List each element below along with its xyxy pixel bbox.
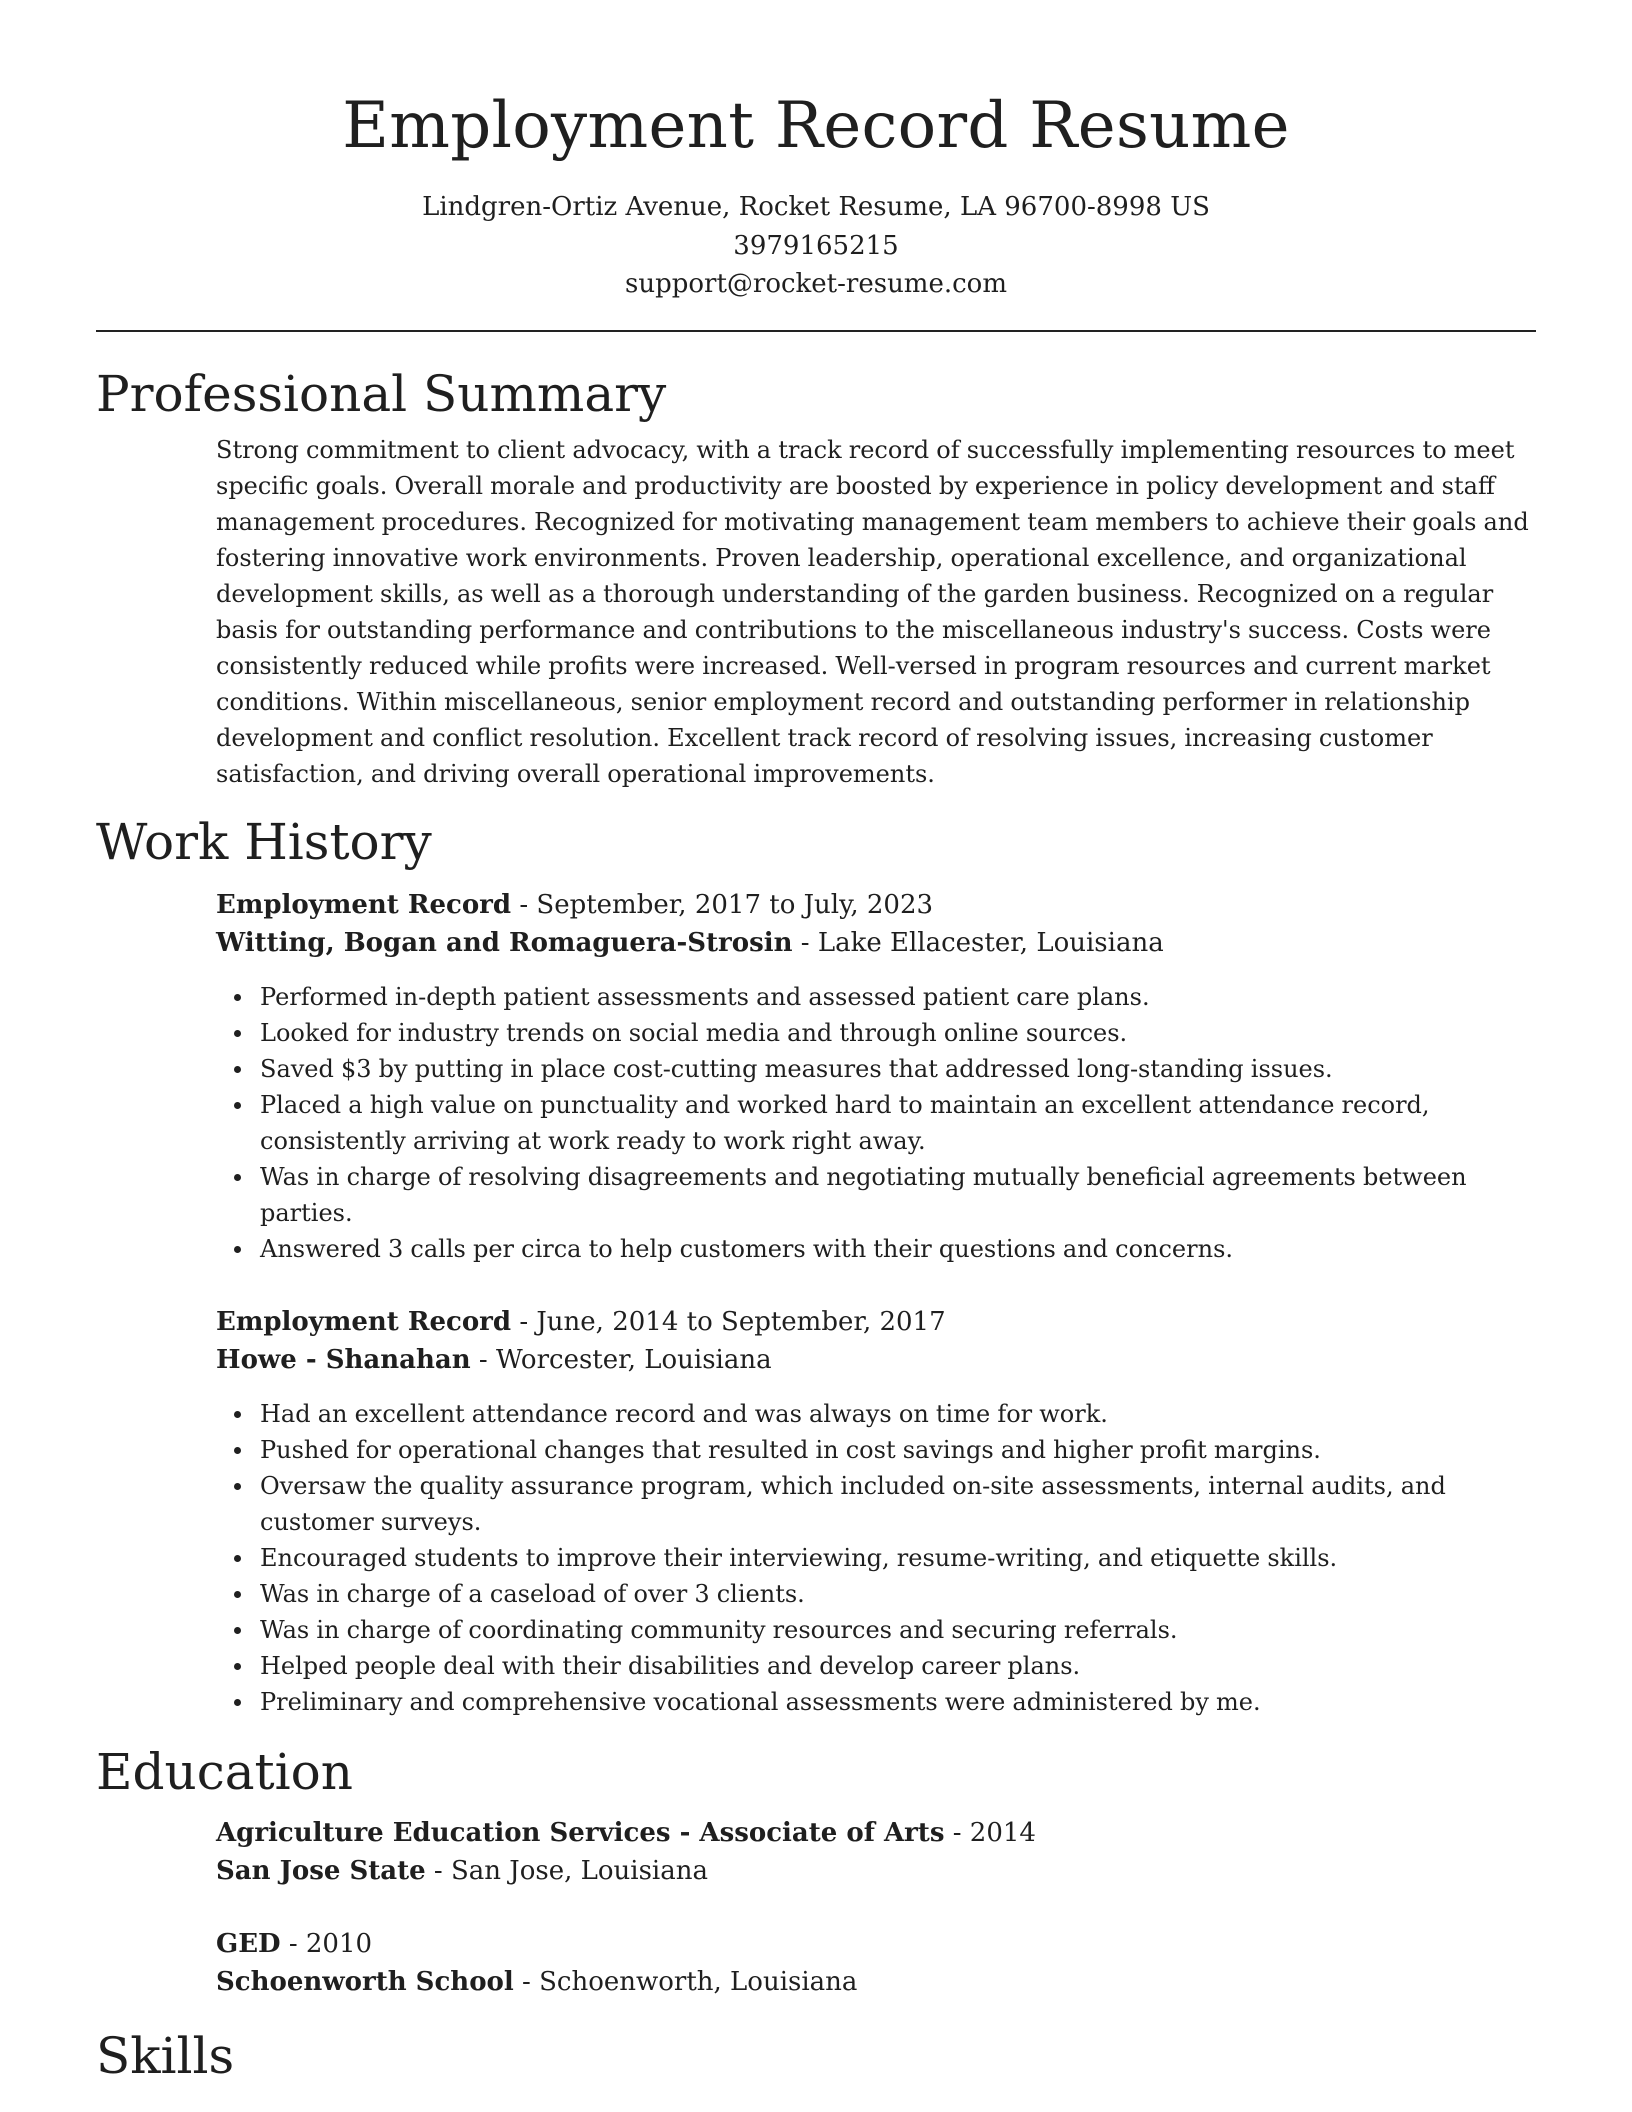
bullet-dot — [234, 1066, 241, 1073]
bullet-dot — [234, 1483, 241, 1490]
bullet-item — [216, 1396, 1536, 1432]
job-title-line — [216, 1303, 1536, 1342]
resume-header — [96, 0, 1536, 304]
bullet-dot — [234, 1591, 241, 1598]
education-school: San Jose State — [216, 1856, 426, 1886]
job-dates: - September, 2017 to July, 2023 — [511, 889, 934, 920]
bullet-item — [216, 1432, 1536, 1468]
bullet-item — [216, 1684, 1536, 1720]
job-company-line — [216, 924, 1536, 963]
job-title: Employment Record — [216, 889, 512, 920]
bullet-item — [216, 1576, 1536, 1612]
bullet-item — [216, 1159, 1536, 1231]
bullet-text: Answered 3 calls per circa to help customers with their questions and concerns. — [260, 1234, 1234, 1263]
bullet-dot — [234, 994, 241, 1001]
bullet-dot — [234, 1411, 241, 1418]
bullet-text: Looked for industry trends on social media and through online sources. — [260, 1018, 1128, 1047]
bullet-text: Was in charge of resolving disagreements and negotiating mutually beneficial agreements between parties. — [260, 1162, 1467, 1227]
bullet-dot — [234, 1555, 241, 1562]
bullet-text: Was in charge of coordinating community resources and securing referrals. — [260, 1615, 1178, 1644]
bullet-text: Had an excellent attendance record and was always on time for work. — [260, 1399, 1108, 1428]
work-history-section — [216, 886, 1536, 1720]
job-title: Employment Record — [216, 1306, 512, 1337]
bullet-item — [216, 979, 1536, 1015]
bullet-dot — [234, 1174, 241, 1181]
education-degree-line — [216, 1925, 1536, 1964]
job-company: Witting, Bogan and Romaguera-Strosin — [216, 928, 793, 958]
bullet-dot — [234, 1663, 241, 1670]
education-entry — [216, 1925, 1536, 2002]
job-location: - Lake Ellacester, Louisiana — [792, 928, 1164, 958]
bullet-text: Helped people deal with their disabilities and develop career plans. — [260, 1651, 1081, 1680]
skills-heading: Skills — [96, 2026, 235, 2085]
education-location: - San Jose, Louisiana — [425, 1856, 708, 1886]
job-location: - Worcester, Louisiana — [470, 1345, 772, 1375]
bullet-text: Pushed for operational changes that resulted in cost savings and higher profit margins. — [260, 1435, 1321, 1464]
job-company: Howe - Shanahan — [216, 1345, 471, 1375]
summary-section — [216, 432, 1536, 792]
education-school-line — [216, 1963, 1536, 2002]
bullet-item — [216, 1087, 1536, 1159]
bullet-text: Preliminary and comprehensive vocational assessments were administered by me. — [260, 1687, 1261, 1716]
bullet-item — [216, 1015, 1536, 1051]
bullet-text: Encouraged students to improve their interviewing, resume-writing, and etiquette skills. — [260, 1543, 1338, 1572]
bullet-dot — [234, 1447, 241, 1454]
education-location: - Schoenworth, Louisiana — [513, 1967, 858, 1997]
job-title-line — [216, 886, 1536, 925]
bullet-text: Saved $3 by putting in place cost-cutting measures that addressed long-standing issues. — [260, 1054, 1333, 1083]
job-bullets — [216, 1396, 1536, 1720]
job-entry — [216, 1303, 1536, 1720]
bullet-item — [216, 1051, 1536, 1087]
work-history-heading: Work History — [96, 812, 432, 871]
job-entry — [216, 886, 1536, 1267]
summary-text: Strong commitment to client advocacy, with a track record of successfully implementing resources to meet specific goals. Overall morale and productivity are boosted by experience in policy development and staff management procedures. Recognized for motivating management team members to achieve their goals and fostering innovative work environments. Proven leadership, operational excellence, and organizational development skills, as well as a thorough understanding of the garden business. Recognized on a regular basis for outstanding performance and contributions to the miscellaneous industry's success. Costs were consistently reduced while profits were increased. Well-versed in program resources and current market conditions. Within miscellaneous, senior employment record and outstanding performer in relationship development and conflict resolution. Excellent track record of resolving issues, increasing customer satisfaction, and driving overall operational improvements. — [216, 435, 1529, 788]
education-entry — [216, 1814, 1536, 1891]
education-degree-line — [216, 1814, 1536, 1853]
address: Lindgren-Ortiz Avenue, Rocket Resume, LA 96700-8998 US — [422, 192, 1210, 222]
education-heading: Education — [96, 1742, 353, 1801]
job-bullets — [216, 979, 1536, 1267]
education-section — [216, 1814, 1536, 2002]
job-dates: - June, 2014 to September, 2017 — [511, 1306, 946, 1337]
bullet-item — [216, 1231, 1536, 1267]
bullet-item — [216, 1612, 1536, 1648]
bullet-item — [216, 1468, 1536, 1540]
bullet-text: Oversaw the quality assurance program, which included on-site assessments, internal audits, and customer surveys. — [260, 1471, 1446, 1536]
education-school: Schoenworth School — [216, 1967, 514, 1997]
bullet-dot — [234, 1627, 241, 1634]
bullet-text: Performed in-depth patient assessments and assessed patient care plans. — [260, 982, 1150, 1011]
education-year: - 2010 — [280, 1928, 373, 1959]
summary-heading: Professional Summary — [96, 364, 667, 423]
education-degree: Agriculture Education Services - Associate of Arts — [216, 1817, 945, 1848]
bullet-item — [216, 1648, 1536, 1684]
bullet-dot — [234, 1102, 241, 1109]
bullet-dot — [234, 1699, 241, 1706]
bullet-item — [216, 1540, 1536, 1576]
resume-title: Employment Record Resume — [342, 89, 1290, 163]
education-school-line — [216, 1852, 1536, 1891]
bullet-dot — [234, 1030, 241, 1037]
resume-page — [96, 0, 1536, 2086]
header-divider — [96, 330, 1536, 332]
email: support@rocket-resume.com — [624, 269, 1007, 299]
job-company-line — [216, 1341, 1536, 1380]
phone: 3979165215 — [733, 230, 899, 261]
bullet-text: Was in charge of a caseload of over 3 clients. — [260, 1579, 805, 1608]
bullet-text: Placed a high value on punctuality and worked hard to maintain an excellent attendance record, consistently arriving at work ready to work right away. — [260, 1090, 1430, 1155]
education-degree: GED — [216, 1928, 281, 1959]
bullet-dot — [234, 1246, 241, 1253]
education-year: - 2014 — [944, 1817, 1036, 1848]
